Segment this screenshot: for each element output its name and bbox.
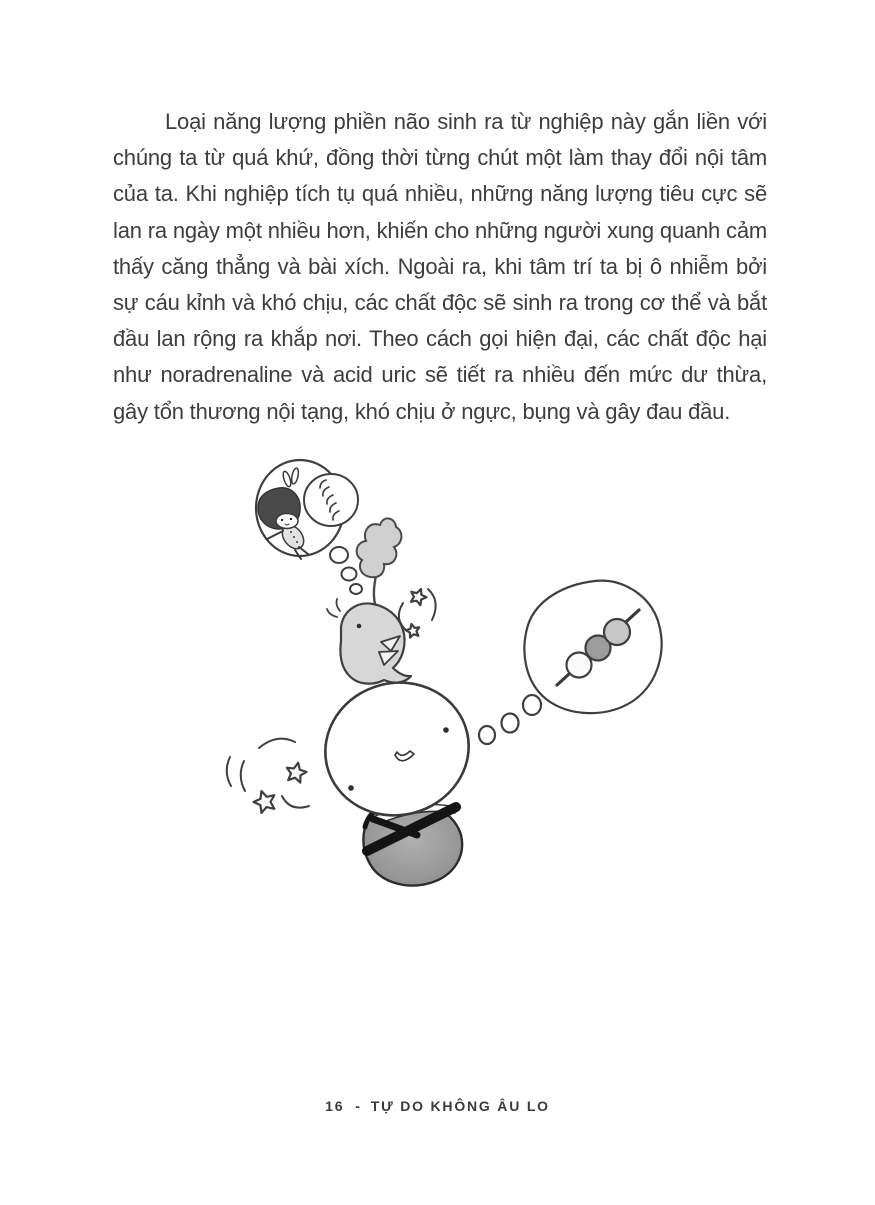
illustration [225,455,665,895]
girl-button [290,531,292,533]
girl-face [276,514,298,529]
thought-bubble-memory [256,460,358,559]
body-paragraph: Loại năng lượng phiền não sinh ra từ nghiệp này gắn liền với chúng ta từ quá khứ, đồng thời từng chút một làm thay đổi nội tâm của ta. Khi nghiệp tích tụ quá nhiều, những năng lượng tiêu cực sẽ lan ra ngày một nhiều hơn, khiến cho những người xung quanh cảm thấy căng thẳng và bài xích. Ngoài ra, khi tâm trí ta bị ô nhiễm bởi sự cáu kỉnh và khó chịu, các chất độc sẽ sinh ra trong cơ thể và bắt đầu lan rộng ra khắp nơi. Theo cách gọi hiện đại, các chất độc hại như noradrenaline và acid uric sẽ tiết ra nhiều đến mức dư thừa, gây tổn thương nội tạng, khó chịu ở ngực, bụng và gây đau đầu. [113,109,767,424]
girl-button [296,541,298,543]
footer-separator: - [355,1098,362,1114]
bird-body [340,603,411,683]
book-title: TỰ DO KHÔNG ÂU LO [370,1098,550,1114]
speech-scribble-bubble [304,474,358,526]
page-footer [0,1098,875,1114]
sparkle-stars-left [227,739,309,815]
dango-ball-light [604,619,630,645]
bird-tuft [327,599,340,617]
page-number: 16 [325,1098,345,1114]
monk-eye [443,727,449,733]
girl-button [293,536,295,538]
thought-bubble-dango [524,581,661,714]
thought-trail-right [479,695,541,744]
sparkle-stars-right [399,586,436,638]
monk-eye [348,785,354,791]
monk-character [311,668,483,886]
star-icon [405,623,421,639]
star-icon [284,761,307,784]
star-icon [251,788,278,815]
star-icon [408,586,428,606]
bird-eye [357,624,362,629]
sprout-icon [357,518,402,604]
